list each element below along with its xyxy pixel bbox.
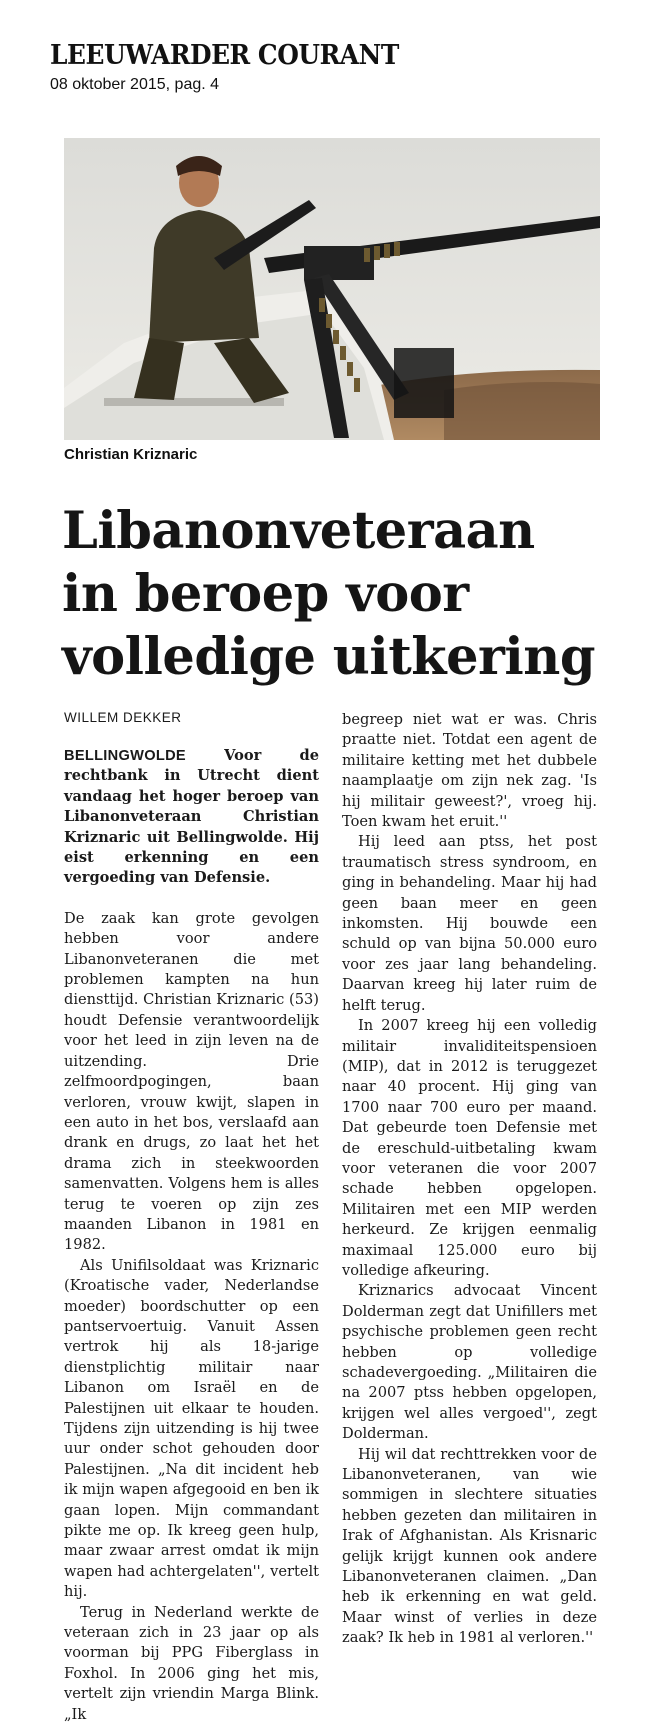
headline xyxy=(62,500,622,689)
article-photo xyxy=(64,138,600,440)
byline: WILLEM DEKKER xyxy=(64,710,182,725)
dateline: BELLINGWOLDE xyxy=(64,748,186,764)
article-column-2 xyxy=(342,710,597,1649)
body-paragraph: De zaak kan grote gevolgen hebben voor andere Libanonveteranen die met problemen kampten na hun diensttijd. Christian Kriznaric (53) houdt Defensie verantwoordelijk voor het leed in zijn leven na de uitzending. Drie zelfmoordpogingen, baan verloren, vrouw kwijt, slapen in een auto in het bos, verslaafd aan drank en drugs, zo laat het het drama zich in steekwoorden samenvatten. Volgens hem is alles terug te voeren op zijn zes maanden Libanon in 1981 en 1982. xyxy=(64,909,319,1254)
publication-date: 08 oktober 2015, pag. 4 xyxy=(50,76,220,93)
lead-text: Voor de rechtbank in Utrecht dient vandaag het hoger beroep van Libanonveteraan Christian Kriznaric uit Bellingwolde. Hij eist erkenning en een vergoeding van Defensie. xyxy=(64,747,319,887)
body-paragraph: Terug in Nederland werkte de veteraan zich in 23 jaar op als voorman bij PPG Fiberglass in Foxhol. In 2006 ging het mis, vertelt zijn vriendin Marga Blink. „Ik xyxy=(64,1603,319,1723)
body-paragraph: Als Unifilsoldaat was Kriznaric (Kroatische vader, Nederlandse moeder) boordschutter op een pantservoertuig. Vanuit Assen vertrok hij als 18-jarige dienstplichtig militair naar Libanon om Israël en de Palestijnen uit elkaar te houden. Tijdens zijn uitzending is hij twee uur onder schot gehouden door Palestijnen. „Na dit incident heb ik mijn wapen afgegooid en ben ik gaan lopen. Mijn commandant pikte me op. Ik kreeg geen hulp, maar zwaar arrest omdat ik mijn wapen had achtergelaten'', vertelt hij. xyxy=(64,1256,319,1601)
body-paragraph: Kriznarics advocaat Vincent Dolderman zegt dat Unifillers met psychische problemen geen recht hebben op volledige schadevergoeding. „Militairen die na 2007 ptss hebben opgelopen, krijgen wel alles vergoed'', zegt Dolderman. xyxy=(342,1282,597,1443)
headline-line: volledige uitkering xyxy=(62,627,596,687)
body-paragraph: Hij leed aan ptss, het post traumatisch stress syndroom, en ging in behandeling. Maar hij had geen baan meer en geen inkomsten. Hij bouwde een schuld op van bijna 50.000 euro voor zes jaar lang behandeling. Daarvan kreeg hij later ruim de helft terug. xyxy=(342,833,597,1014)
headline-line: Libanonveteraan xyxy=(62,501,535,561)
photo-caption: Christian Kriznaric xyxy=(64,446,198,463)
body-paragraph: begreep niet wat er was. Chris praatte niet. Totdat een agent de militaire ketting met het dubbele naamplaatje om zijn nek zag. 'Is hij militair geweest?', vroeg hij. Toen kwam het eruit.'' xyxy=(342,711,597,831)
headline-line: in beroep voor xyxy=(62,564,469,624)
masthead: LEEUWARDER COURANT xyxy=(50,40,399,71)
body-paragraph: In 2007 kreeg hij een volledig militair invaliditeitspensioen (MIP), dat in 2012 is teruggezet naar 40 procent. Hij ging van 1700 naar 700 euro per maand. Dat gebeurde toen Defensie met de ereschuld-uitbetaling kwam voor veteranen die voor 2007 schade hebben opgelopen. Militairen met een MIP werden herkeurd. Ze krijgen eenmalig maximaal 125.000 euro bij volledige afkeuring. xyxy=(342,1017,597,1279)
body-paragraph: Hij wil dat rechttrekken voor de Libanonveteranen, van wie sommigen in slechtere situaties hebben gezeten dan militairen in Irak of Afghanistan. Als Krisnaric gelijk krijgt kunnen ook andere Libanonveteranen claimen. „Dan heb ik erkenning en wat geld. Maar winst of verlies in deze zaak? Ik heb in 1981 al verloren.'' xyxy=(342,1445,597,1647)
article-column-1 xyxy=(64,710,319,1725)
lead-paragraph xyxy=(64,746,319,889)
